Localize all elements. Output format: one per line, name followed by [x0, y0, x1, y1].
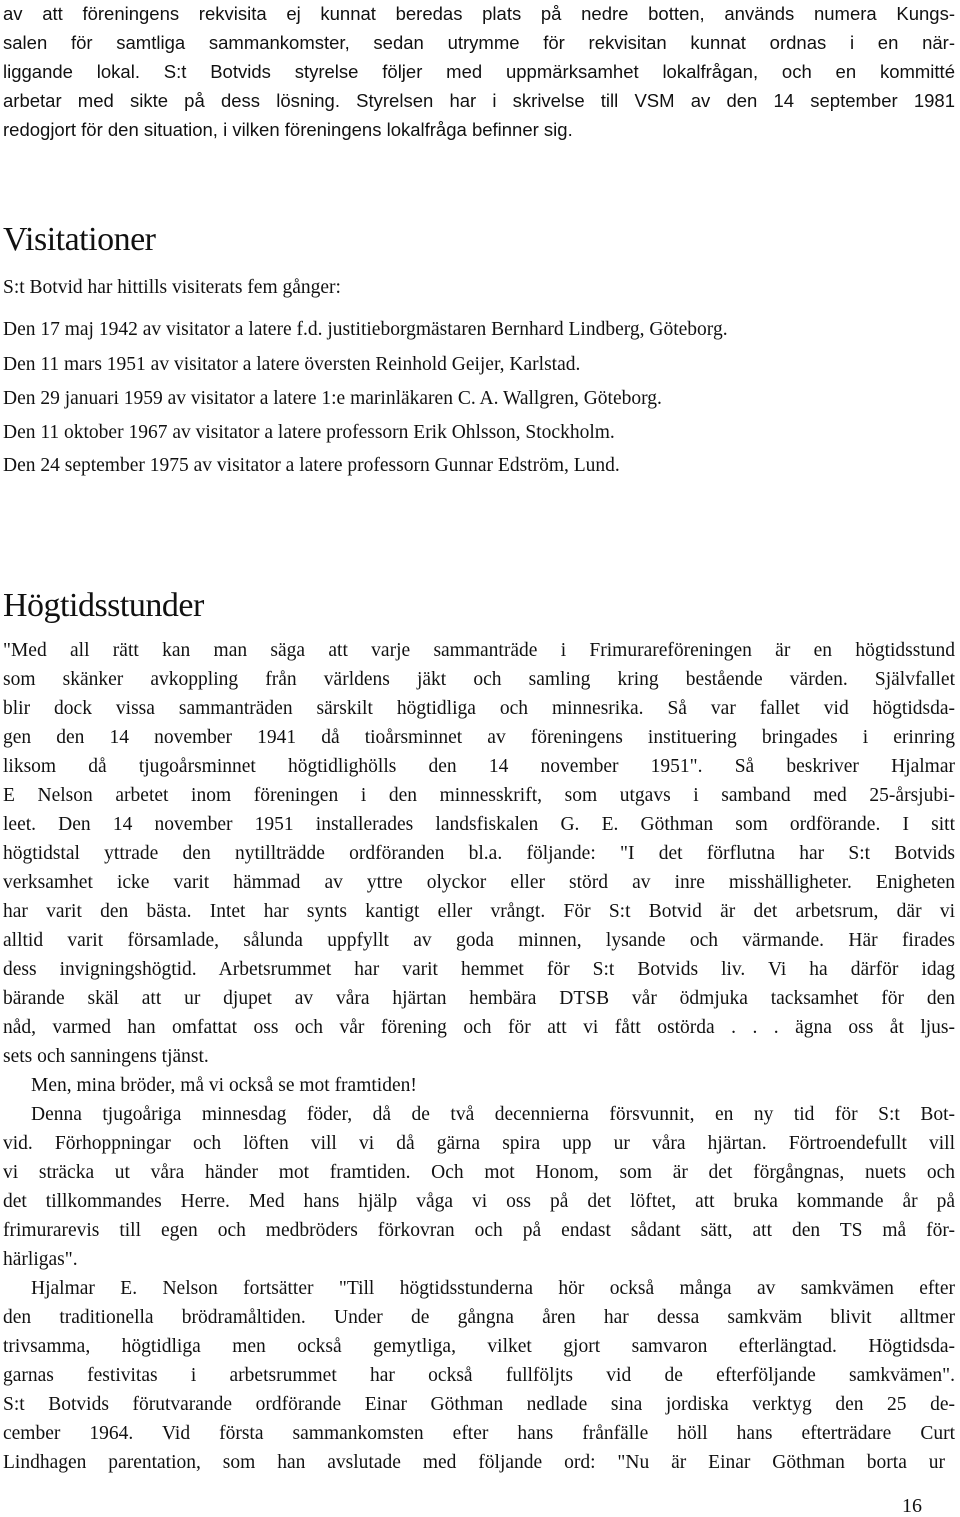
section-intro: S:t Botvid har hittills visiterats fem gånger:	[3, 277, 341, 298]
text-line: S:t Botvids förutvarande ordförande Einar Göthman nedlade sina jordiska verktyg den 25 de-	[3, 1394, 955, 1415]
text-line: av att föreningens rekvisita ej kunnat beredas plats på nedre botten, används numera Kungs-	[3, 3, 955, 24]
section-heading-hogtidsstunder: Högtidsstunder	[3, 587, 204, 624]
text-line: "Med all rätt kan man säga att varje sammanträde i Frimurareföreningen är en högtidsstund	[3, 640, 955, 661]
text-line: det tillkommandes Herre. Med hans hjälp våga vi oss på det löftet, att bruka kommande år på	[3, 1191, 955, 1212]
text-line: gen den 14 november 1941 då tioårsminnet av föreningens instituering bringades i erinring	[3, 727, 955, 748]
text-line: E Nelson arbetet inom föreningen i den minnesskrift, som utgavs i samband med 25-årsjubi-	[3, 785, 955, 806]
text-line: vid. Förhoppningar och löften vill vi då gärna spira upp ur våra hjärtan. Förtroendefullt vill	[3, 1133, 955, 1154]
text-line: Denna tjugoåriga minnesdag föder, då de två decennierna försvunnit, en ny tid för S:t Bot-	[31, 1104, 955, 1125]
list-item: Den 11 oktober 1967 av visitator a latere professorn Erik Ohlsson, Stockholm.	[3, 422, 615, 443]
list-item: Den 29 januari 1959 av visitator a latere 1:e marinläkaren C. A. Wallgren, Göteborg.	[3, 388, 662, 409]
text-line: högtidstal yttrade den nytillträdde ordföranden bl.a. följande: "I det förflutna har S:t Botvids	[3, 843, 955, 864]
text-line: den traditionella brödramåltiden. Under de gångna åren har dessa samkväm blivit alltmer	[3, 1307, 955, 1328]
text-line: liksom då tjugoårsminnet högtidlighölls den 14 november 1951". Så beskriver Hjalmar	[3, 756, 955, 777]
text-line: cember 1964. Vid första sammankomsten efter hans frånfälle höll hans efterträdare Curt	[3, 1423, 955, 1444]
text-line: som skänker avkoppling från världens jäkt och samling kring bestående värden. Självfallet	[3, 669, 955, 690]
text-line: liggande lokal. S:t Botvids styrelse följer med uppmärksamhet lokalfrågan, och en kommitté	[3, 61, 955, 82]
text-line: bärande skäl att ur djupet av våra hjärtan hembära DTSB vår ödmjuka tacksamhet för den	[3, 988, 955, 1009]
text-line: frimurarevis till egen och medbröders förkovran och på endast sådant sätt, att den TS må för-	[3, 1220, 955, 1241]
text-line: arbetar med sikte på dess lösning. Styrelsen har i skrivelse till VSM av den 14 september 1981	[3, 90, 955, 111]
text-line: verksamhet icke varit hämmad av yttre olyckor eller störd av inre misshälligheter. Enigheten	[3, 872, 955, 893]
section-heading-visitationer: Visitationer	[3, 221, 156, 258]
text-line: blir dock vissa sammanträden särskilt högtidliga och minnesrika. Så var fallet vid högtidsda-	[3, 698, 955, 719]
page-number: 16	[902, 1495, 922, 1517]
text-line: garnas festivitas i arbetsrummet har också fullföljts vid de efterföljande samkvämen".	[3, 1365, 955, 1386]
text-line: Hjalmar E. Nelson fortsätter "Till högtidsstunderna hör också många av samkvämen efter	[31, 1278, 955, 1299]
text-line: Lindhagen parentation, som han avslutade med följande ord: "Nu är Einar Göthman borta ur	[3, 1452, 945, 1473]
text-line: redogjort för den situation, i vilken föreningens lokalfråga befinner sig.	[3, 119, 573, 140]
text-line: dess invigningshögtid. Arbetsrummet har varit hemmet för S:t Botvids liv. Vi ha därför idag	[3, 959, 955, 980]
text-line: trivsamma, högtidliga men också gemytliga, vilket gjort samvaron efterlängtad. Högtidsda-	[3, 1336, 955, 1357]
text-line: salen för samtliga sammankomster, sedan utrymme för rekvisitan kunnat ordnas i en när-	[3, 32, 955, 53]
text-line: leet. Den 14 november 1951 installerades landsfiskalen G. E. Göthman som ordförande. I sitt	[3, 814, 955, 835]
text-line: vi sträcka ut våra händer mot framtiden. Och mot Honom, som är det förgångnas, nuets och	[3, 1162, 955, 1183]
text-line: Men, mina bröder, må vi också se mot framtiden!	[31, 1075, 417, 1096]
text-line: sets och sanningens tjänst.	[3, 1046, 209, 1067]
list-item: Den 11 mars 1951 av visitator a latere översten Reinhold Geijer, Karlstad.	[3, 354, 581, 375]
list-item: Den 24 september 1975 av visitator a latere professorn Gunnar Edström, Lund.	[3, 455, 620, 476]
text-line: alltid varit församlade, sålunda uppfyllt av goda minnen, lysande och värmande. Här firades	[3, 930, 955, 951]
text-line: härligas".	[3, 1249, 78, 1270]
text-line: nåd, varmed han omfattat oss och vår förening och för att vi fått ostörda . . . ägna oss åt ljus-	[3, 1017, 955, 1038]
text-line: har varit den bästa. Intet har synts kantigt eller vrångt. För S:t Botvid är det arbetsrum, där vi	[3, 901, 955, 922]
list-item: Den 17 maj 1942 av visitator a latere f.d. justitieborgmästaren Bernhard Lindberg, Göteborg.	[3, 319, 728, 340]
